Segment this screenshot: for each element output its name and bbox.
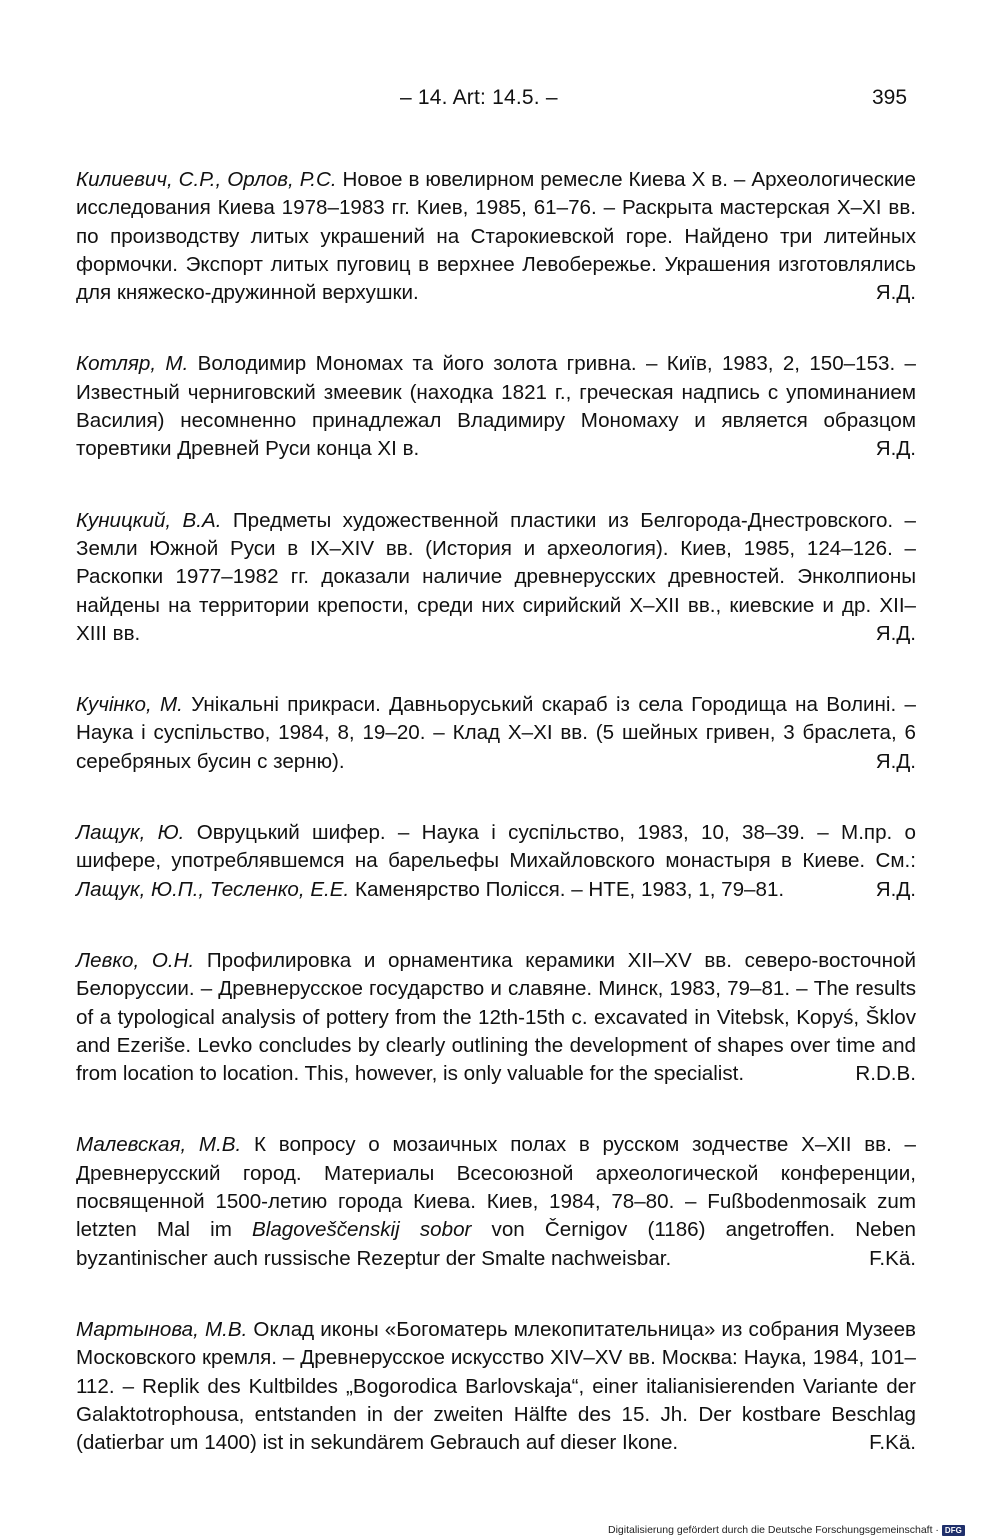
entry-author: Котляр, М. — [76, 352, 189, 376]
bibliography-entry-kilievich — [76, 166, 916, 307]
bibliography-entry-lashchuk — [76, 819, 916, 904]
entry-author: Мартынова, М.В. — [76, 1317, 248, 1341]
entry-text-continued: Каменярство Полісся. – НТЕ, 1983, 1, 79–81. — [349, 877, 785, 901]
entry-text: Володимир Мономах та його золота гривна. – Київ, 1983, 2, 150–153. – Известный черниговский змеевик (находка 1821 г., греческая надпись с упоминанием Василия) несомненно принадлежал Владимиру Мономаху и является образцом торевтики Древней Руси конца XI в. — [76, 352, 916, 461]
dfg-logo-icon: DFG — [942, 1525, 965, 1536]
bibliography-entry-levko — [76, 947, 916, 1088]
entry-text: К вопросу о мозаичных полах в русском зодчестве X–XII вв. – Древнерусский город. Материалы Всесоюзной археологической конференции, посвященной 1500-летию города Киева. Киев, 1984, 78–80. – Fußbodenmosaik zum letzten Mal im — [76, 1133, 916, 1242]
bibliography-entry-kuchinko — [76, 691, 916, 776]
entry-text: Новое в ювелирном ремесле Киева X в. – Археологические исследования Киева 1978–1983 гг. Киев, 1985, 61–76. – Раскрыта мастерская X–XI вв. по производству литых украшений на Старокиевской горе. Найдено три литейных формочки. Экспорт литых пуговиц в верхнее Левобережье. Украшения изготовлялись для княжеско-дружинной верхушки. — [76, 168, 916, 305]
entry-text: Профилировка и орнаментика керамики XII–XV вв. северо-восточной Белоруссии. – Древнерусское государство и славяне. Минск, 1983, 79–81. – The results of a typological analysis of pottery from the 12th-15th c. excavated in Vitebsk, Kopyś, Šklov and Ezeriše. Levko concludes by clearly outlining the development of shapes over time and from location to location. This, however, is only valuable for the specialist. — [76, 948, 916, 1086]
bibliography-entry-kotlyar — [76, 350, 916, 463]
entry-text: Овруцький шифер. – Наука і суспільство, 1983, 10, 38–39. – М.пр. о шифере, употреблявшемся на барельефы Михайловского монастыря в Киеве. См.: — [76, 821, 917, 873]
bibliography-entry-martynova — [76, 1316, 916, 1457]
entry-reviewer: Я.Д. — [875, 877, 916, 901]
entry-inline-author: Лащук, Ю.П., Тесленко, Е.Е. — [76, 877, 350, 901]
entry-reviewer: Я.Д. — [875, 281, 916, 305]
running-head — [0, 86, 1000, 120]
entry-author: Левко, О.Н. — [76, 948, 195, 972]
entry-author: Малевская, М.В. — [76, 1133, 242, 1157]
section-label: – 14. Art: 14.5. – — [400, 86, 558, 109]
entry-inline-title: Blagoveščenskij sobor — [252, 1218, 472, 1242]
entry-text: Оклад иконы «Богоматерь млекопитательница» из собрания Музеев Московского кремля. – Древнерусское искусство XIV–XV вв. Москва: Наука, 1984, 101–112. – Replik des Kultbildes „Bogorodica Barlovskaja“, einer italianisierenden Variante der Galaktotrophousa, entstanden in der zweiten Hälfte des 15. Jh. Der kostbare Beschlag (datierbar um 1400) ist in sekundärem Gebrauch auf dieser Ikone. — [76, 1317, 917, 1455]
bibliography-entry-malevskaya — [76, 1131, 916, 1272]
entry-reviewer: Я.Д. — [875, 621, 916, 645]
credit-text: Digitalisierung gefördert durch die Deutsche Forschungsgemeinschaft · — [608, 1524, 939, 1536]
entry-text: Унікальні прикраси. Давньоруський скараб із села Городища на Волині. – Наука і суспільство, 1984, 8, 19–20. – Клад X–XI вв. (5 шейных гривен, 3 браслета, 6 серебряных бусин с зерню). — [76, 693, 916, 773]
entry-reviewer: R.D.B. — [855, 1062, 916, 1086]
bibliography-entry-kunitsky — [76, 507, 916, 648]
entry-author: Куницкий, В.А. — [76, 508, 222, 532]
digitization-credit — [608, 1524, 965, 1536]
entry-reviewer: Я.Д. — [875, 437, 916, 461]
entry-author: Лащук, Ю. — [76, 821, 185, 845]
bibliography-entries — [76, 166, 916, 1500]
entry-text-continued: von Černigov (1186) angetroffen. Neben byzantinischer auch russische Rezeptur der Smalte nachweisbar. — [76, 1218, 916, 1270]
page-number: 395 — [872, 86, 908, 109]
entry-text: Предметы художественной пластики из Белгорода-Днестровского. – Земли Южной Руси в IX–XIV вв. (История и археология). Киев, 1985, 124–126. – Раскопки 1977–1982 гг. доказали наличие древнерусских древностей. Энколпионы найдены на территории крепости, среди них сирийский X–XII вв., киевские и др. XII–XIII вв. — [76, 508, 916, 645]
entry-author: Кучінко, М. — [76, 693, 183, 717]
entry-author: Килиевич, С.Р., Орлов, Р.С. — [76, 168, 337, 191]
entry-reviewer: F.Kä. — [869, 1246, 916, 1270]
entry-reviewer: Я.Д. — [875, 749, 916, 773]
entry-reviewer: F.Kä. — [869, 1431, 916, 1455]
